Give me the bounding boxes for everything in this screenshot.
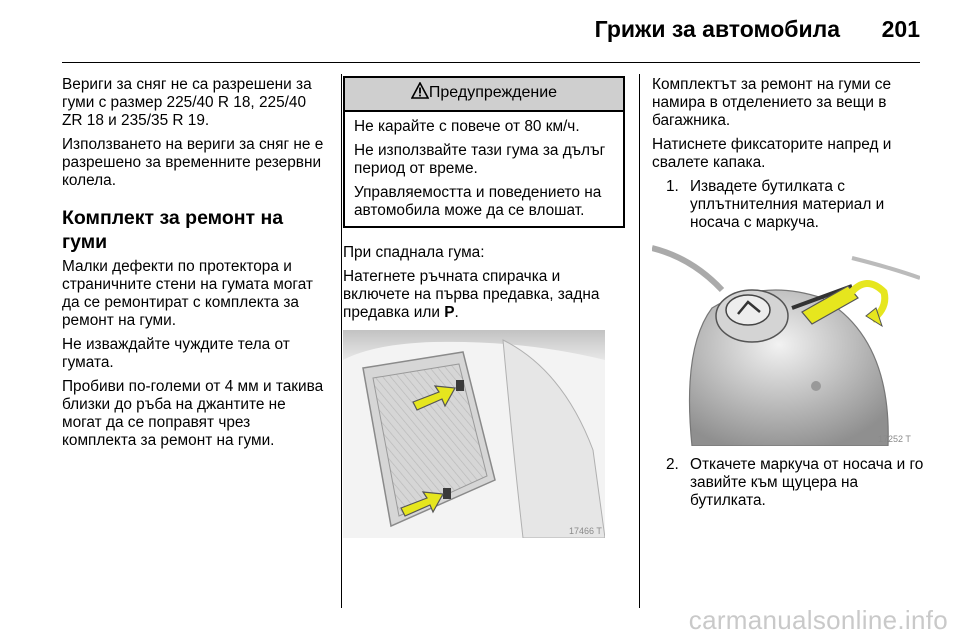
page-title: Грижи за автомобила xyxy=(594,16,840,42)
warning-title: Предупреждение xyxy=(428,84,558,101)
steps-list xyxy=(652,456,924,510)
bottle-detail xyxy=(811,381,821,391)
repair-kit-intro: Малки дефекти по протектора и страничните стени на гумата могат да се ремонтират с комплекта за ремонт на гуми. xyxy=(62,258,313,329)
column-3 xyxy=(652,76,924,516)
cover-latch-upper xyxy=(456,380,464,391)
steps-list xyxy=(652,178,924,232)
snow-chains-size-note: Вериги за сняг не са разрешени за гуми с размер 225/40 R 18, 225/40 ZR 18 и 235/35 R 19. xyxy=(62,76,312,129)
step-number: 1. xyxy=(666,178,679,195)
warning-box xyxy=(343,76,625,228)
warning-triangle-icon xyxy=(411,82,429,99)
warning-item: Управляемостта и поведението на автомобила може да се влошат. xyxy=(354,184,602,219)
puncture-limit-note: Пробиви по-големи от 4 мм и такива близки до ръба на джантите не могат да се поправят чрез комплекта за ремонт на гуми. xyxy=(62,378,324,449)
foreign-objects-note: Не изваждайте чуждите тела от гумата. xyxy=(62,336,290,371)
kit-location-note: Комплектът за ремонт на гуми се намира в отделението за вещи в багажника. xyxy=(652,76,892,129)
figure-label: 17466 T xyxy=(569,526,602,536)
step-number: 2. xyxy=(666,456,679,473)
section-heading-tire-repair-kit: Комплект за ремонт на гуми xyxy=(62,207,284,253)
column-divider-2 xyxy=(639,74,640,608)
bottle-hose-figure xyxy=(652,238,920,446)
parking-brake-instruction: Натегнете ръчната спирачка и включете на първа предавка, задна предавка или P. xyxy=(343,268,600,321)
warning-body xyxy=(345,112,623,220)
warning-item: Не карайте с повече от 80 км/ч. xyxy=(354,118,580,135)
park-gear-label: P xyxy=(444,304,455,321)
step-item xyxy=(652,178,924,232)
warning-item: Не използвайте тази гума за дълъг период от време. xyxy=(354,142,606,177)
column-2 xyxy=(343,76,625,550)
step-text: Откачете маркуча от носача и го завийте към щуцера на бутилката. xyxy=(690,456,924,509)
step-item xyxy=(652,456,924,510)
warning-header xyxy=(345,78,623,112)
column-1 xyxy=(62,76,328,456)
page-number: 201 xyxy=(881,16,920,42)
watermark: carmanualsonline.info xyxy=(688,605,948,635)
column-divider-1 xyxy=(341,74,342,608)
cover-removal-note: Натиснете фиксаторите напред и свалете капака. xyxy=(652,136,892,171)
cover-latch-lower xyxy=(443,488,451,499)
snow-chains-spare-note: Използването на вериги за сняг не е разрешено за временните резервни колела. xyxy=(62,136,324,189)
trunk-cover-figure xyxy=(343,330,605,538)
step-text: Извадете бутилката с уплътнителния материал и носача с маркуча. xyxy=(690,178,885,231)
figure-label: 17252 T xyxy=(878,434,911,444)
flat-tire-intro: При спаднала гума: xyxy=(343,244,485,261)
header-rule xyxy=(62,62,920,63)
bottle-cap-inner xyxy=(726,295,770,325)
